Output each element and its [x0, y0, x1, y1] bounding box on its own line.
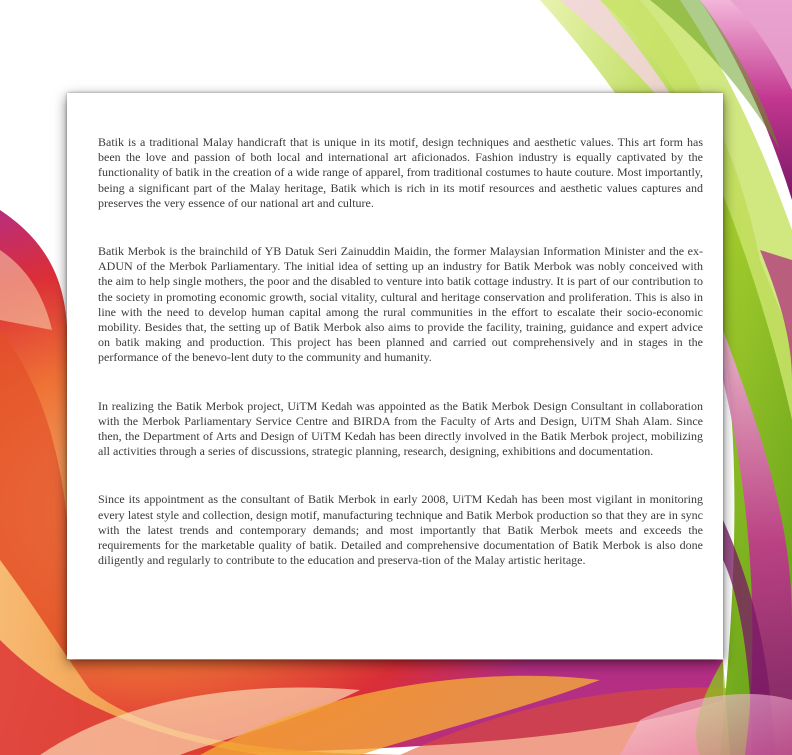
- paragraph-4: Since its appointment as the consultant of Batik Merbok in early 2008, UiTM Kedah has been most vigilant in monitoring every latest style and collection, design motif, manufacturing technique and Batik Merbok production so that they are in sync with the latest trends and contemporary demands; and most importantly that Batik Merbok meets and exceeds the requirements for the marketable quality of batik. Detailed and comprehensive documentation of Batik Merbok is also done diligently and regularly to contribute to the education and preserva-tion of the Malay artistic heritage.: [98, 492, 703, 568]
- paragraph-3: In realizing the Batik Merbok project, UiTM Kedah was appointed as the Batik Merbok Design Consultant in collaboration with the Merbok Parliamentary Service Centre and BIRDA from the Faculty of Arts and Design, UiTM Shah Alam. Since then, the Department of Arts and Design of UiTM Kedah has been directly involved in the Batik Merbok project, mobilizing all activities through a series of discussions, strategic planning, research, designing, exhibitions and documentation.: [98, 398, 703, 459]
- paragraph-2: Batik Merbok is the brainchild of YB Datuk Seri Zainuddin Maidin, the former Malaysian Information Minister and the ex-ADUN of the Merbok Parliamentary. The initial idea of setting up an industry for Batik Merbok was nobly conceived with the aim to help single mothers, the poor and the disabled to venture into batik cottage industry. It is part of our contribution to the society in promoting economic growth, social vitality, cultural and heritage conservation and proliferation. This is also in line with the need to develop human capital among the rural communities in the effort to escalate their socio-economic mobility. Besides that, the setting up of Batik Merbok also aims to provide the facility, training, guidance and expert advice on batik making and production. This project has been planned and carried out comprehensively and in stages in the performance of the benevo-lent duty to the community and humanity.: [98, 244, 703, 365]
- paragraph-1: Batik is a traditional Malay handicraft that is unique in its motif, design techniques and aesthetic values. This art form has been the love and passion of both local and international art aficionados. Fashion industry is equally captivated by the functionality of batik in the creation of a wide range of apparel, from traditional costumes to haute couture. Most importantly, being a significant part of the Malay heritage, Batik which is rich in its motif resources and aesthetic values captures and preserves the very essence of our national art and culture.: [98, 135, 703, 210]
- text-card: [67, 93, 723, 659]
